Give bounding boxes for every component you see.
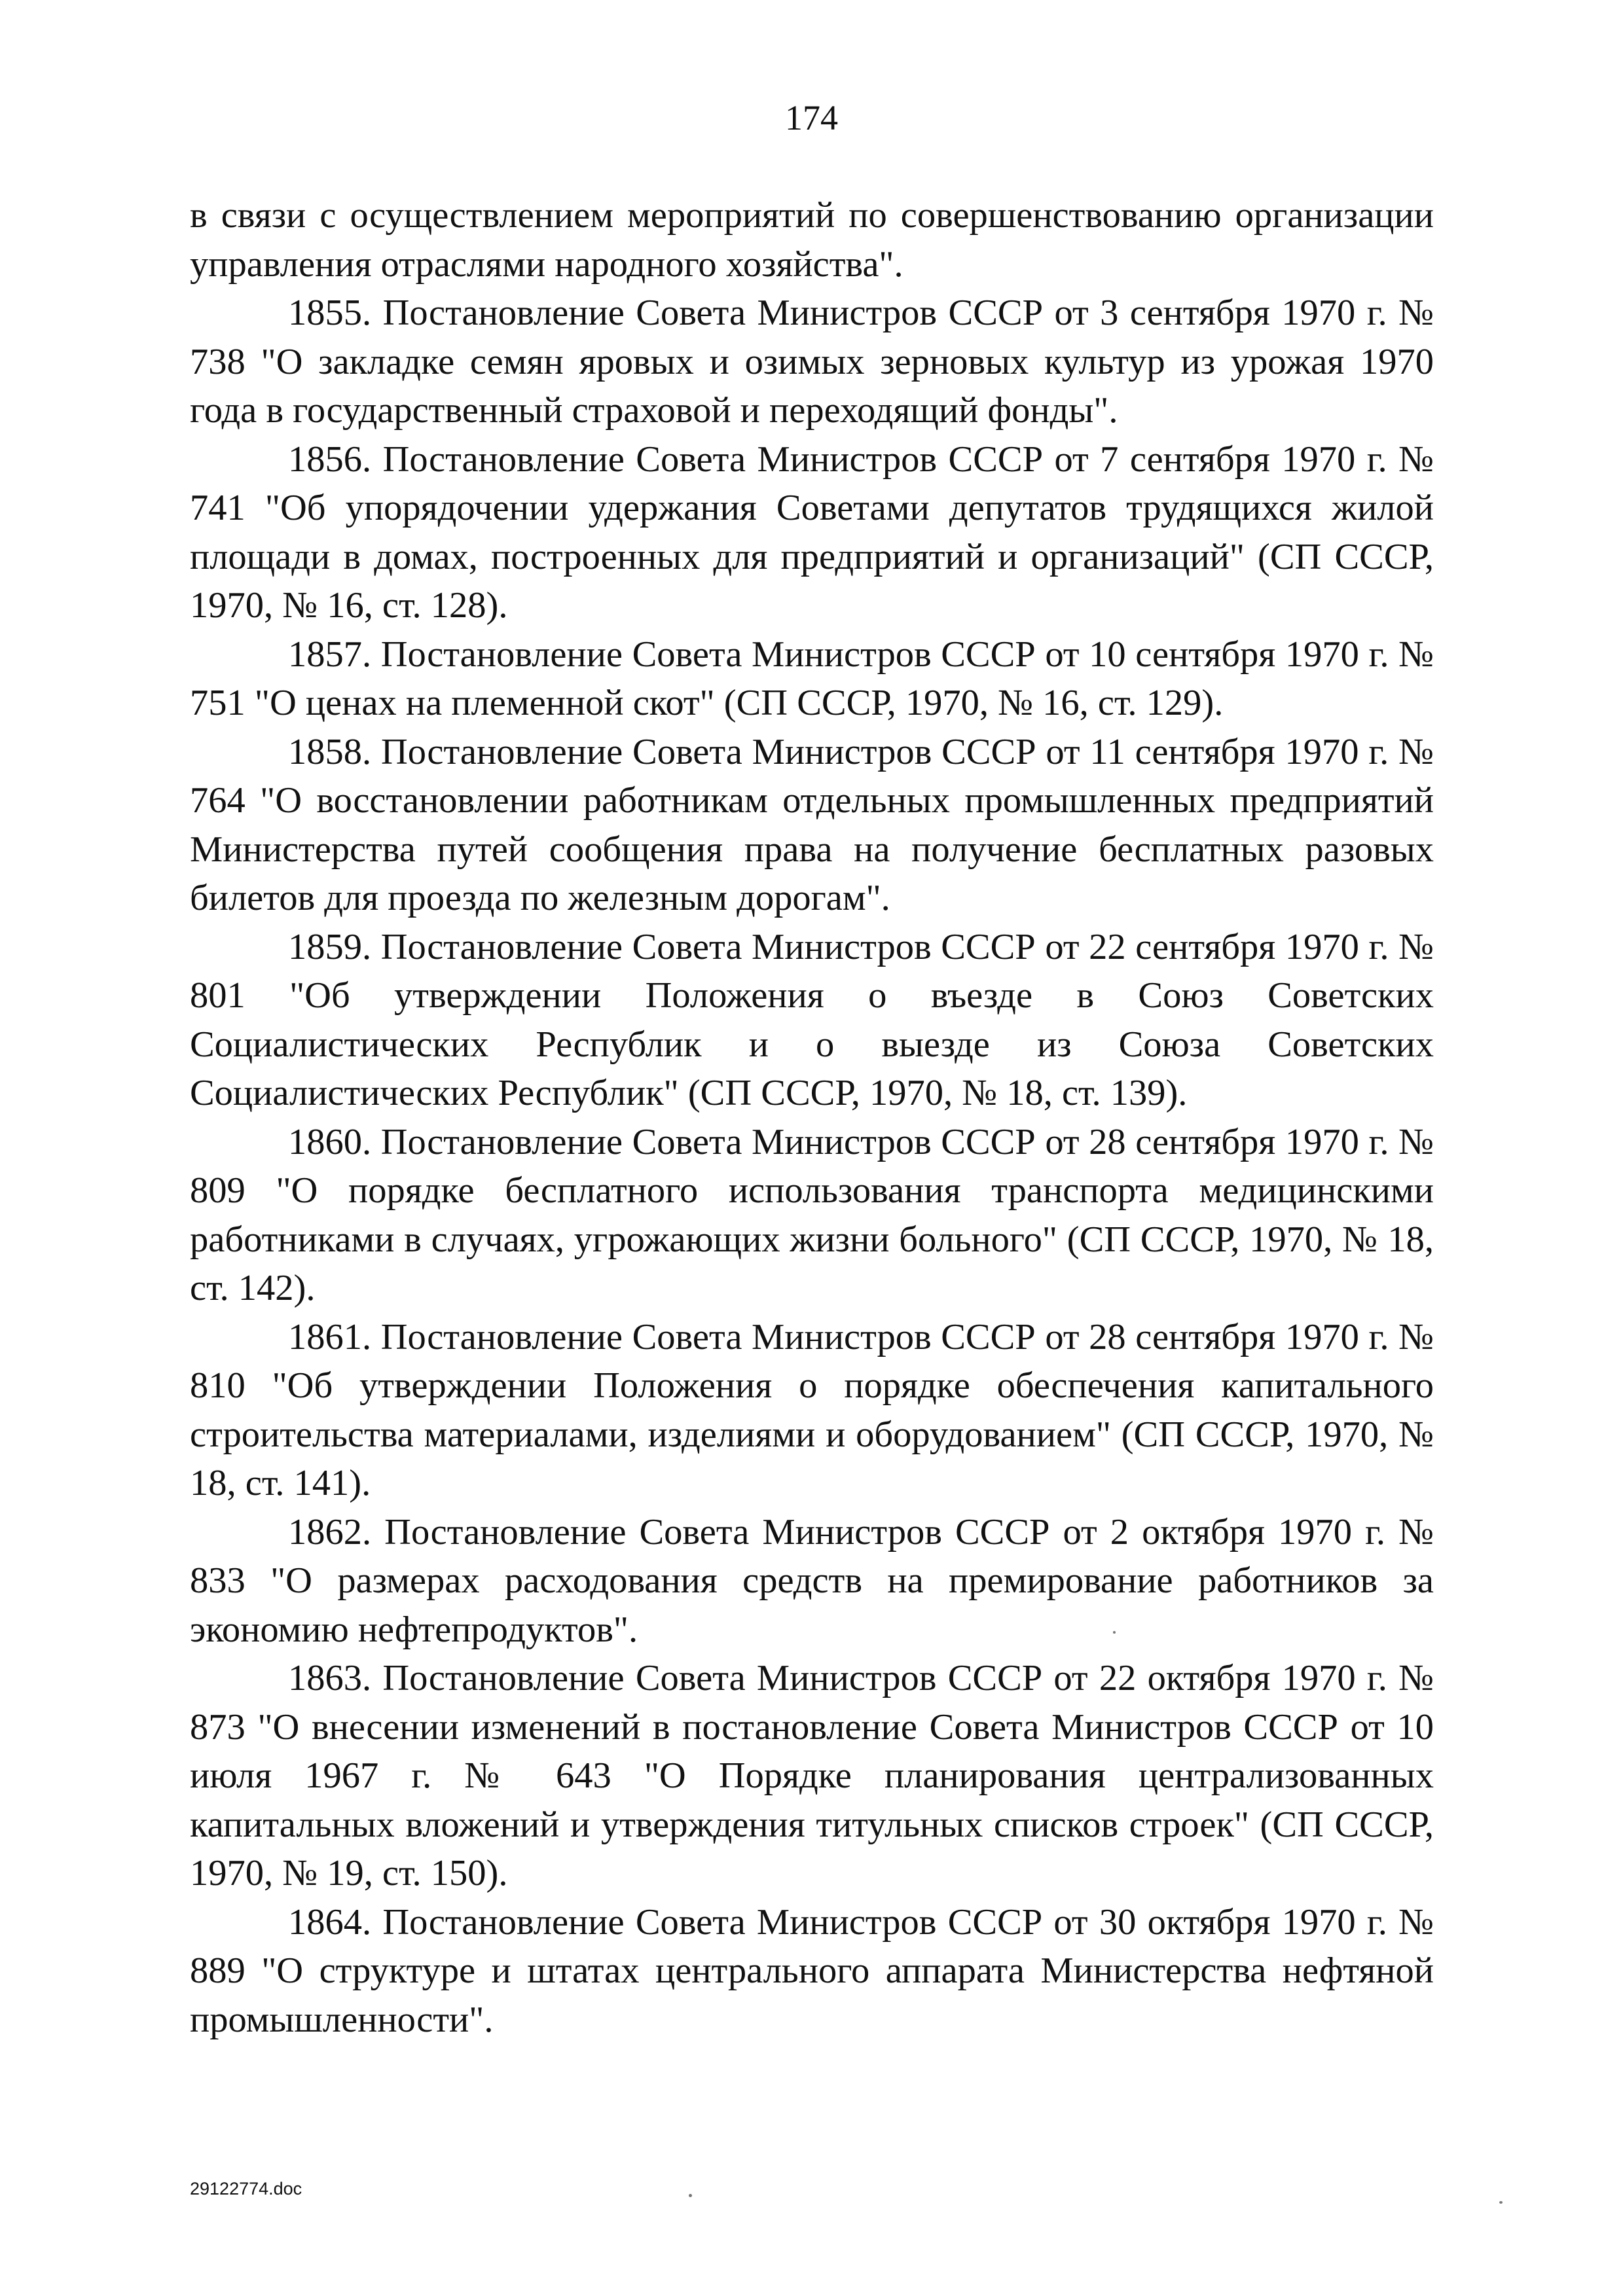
paragraph-1857: 1857. Постановление Совета Министров СССР от 10 сентября 1970 г. № 751 "О ценах на племенной скот" (СП СССР, 1970, № 16, ст. 129). — [190, 634, 1434, 723]
paragraph-1860: 1860. Постановление Совета Министров СССР от 28 сентября 1970 г. № 809 "О порядке бесплатного использования транспорта медицинскими работниками в случаях, угрожающих жизни больного" (СП СССР, 1970, № 18, ст. 142). — [190, 1121, 1434, 1308]
paragraph-1864: 1864. Постановление Совета Министров СССР от 30 октября 1970 г. № 889 "О структуре и штатах центрального аппарата Министерства нефтяной промышленности". — [190, 1901, 1434, 2040]
paragraph-1855: 1855. Постановление Совета Министров СССР от 3 сентября 1970 г. № 738 "О закладке семян яровых и озимых зерновых культур из урожая 1970 года в государственный страховой и переходящий фонды". — [190, 293, 1434, 431]
paragraph-1859: 1859. Постановление Совета Министров СССР от 22 сентября 1970 г. № 801 "Об утверждении Положения о въезде в Союз Советских Социалистических Республик и о выезде из Союза Советских Социалистических Республик" (СП СССР, 1970, № 18, ст. 139). — [190, 926, 1434, 1113]
scan-speck — [1113, 1631, 1116, 1634]
paragraph-continuation: в связи с осуществлением мероприятий по совершенствованию организации управления отраслями народного хозяйства". — [190, 195, 1434, 285]
paragraph-1862: 1862. Постановление Совета Министров СССР от 2 октября 1970 г. № 833 "О размерах расходования средств на премирование работников за экономию нефтепродуктов". — [190, 1511, 1434, 1650]
scan-speck — [1499, 2201, 1503, 2204]
document-body — [190, 191, 1434, 2044]
paragraph-1858: 1858. Постановление Совета Министров СССР от 11 сентября 1970 г. № 764 "О восстановлении работникам отдельных промышленных предприятий Министерства путей сообщения права на получение бесплатных разовых билетов для проезда по железным дорогам". — [190, 731, 1434, 918]
footer-filename: 29122774.doc — [190, 2179, 302, 2198]
scan-speck — [689, 2194, 692, 2197]
paragraph-1856: 1856. Постановление Совета Министров СССР от 7 сентября 1970 г. № 741 "Об упорядочении удержания Советами депутатов трудящихся жилой площади в домах, построенных для предприятий и организаций" (СП СССР, 1970, № 16, ст. 128). — [190, 439, 1434, 626]
page-number: 174 — [785, 98, 838, 137]
paragraph-1863: 1863. Постановление Совета Министров СССР от 22 октября 1970 г. № 873 "О внесении изменений в постановление Совета Министров СССР от 10 июля 1967 г. № 643 "О Порядке планирования централизованных капитальных вложений и утверждения титульных списков строек" (СП СССР, 1970, № 19, ст. 150). — [190, 1658, 1434, 1893]
paragraph-1861: 1861. Постановление Совета Министров СССР от 28 сентября 1970 г. № 810 "Об утверждении Положения о порядке обеспечения капитального строительства материалами, изделиями и оборудованием" (СП СССР, 1970, № 18, ст. 141). — [190, 1316, 1434, 1503]
